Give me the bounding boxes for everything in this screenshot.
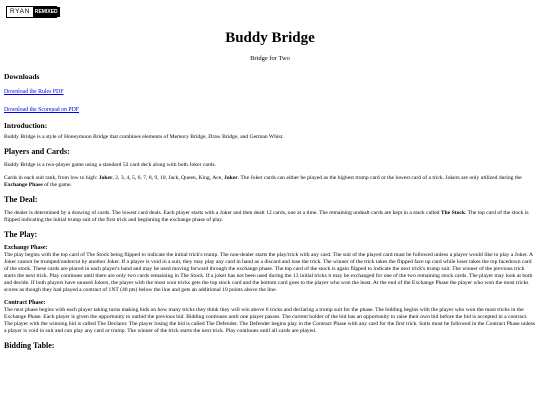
rules-pdf-link[interactable]: Download the Rules PDF [4, 89, 64, 95]
bidding-table-heading: Bidding Table: [4, 341, 55, 350]
exchange-phase-heading: Exchange Phase: [4, 245, 48, 251]
joker-term: Joker [98, 175, 113, 181]
players-text-1: Buddy Bridge is a two-player game using a standard 52 card deck along with both Joker cards. [4, 162, 217, 168]
joker-term: Joker [224, 175, 238, 181]
contract-phase-text: The next phase begins with each player taking turns making bids on how many tricks they think they will win above 6 tricks and declaring a trump suit for the phase. The bidding begins with the player who won the most tricks in the Exchange Phase. Each player is given the opportunity to outbid the previous bid. Bidding continues until one player passes. The current holder of the bid has an opportunity to raise their own bid before the bid is accepted in a contract. The player with the winning bid is called The Declarer. The player losing the bid is called The Defender. The Defender begins play in the Contract Phase with any card for the first trick. Suits must be followed in the Contract Phase unless a player is void in suit and can play any card or trump. The winner of the trick starts the next trick. Play continues until all cards are played. [4, 307, 536, 334]
scorepad-pdf-link[interactable]: Download the Scorepad on PDF [4, 107, 80, 113]
exchange-phase-text: The play begins with the top card of The Stock being flipped to indicate the initial trick's trump. The non-dealer starts the play/trick with any card. The suit of the played card must be followed unless a player would like to play a Joker. A Joker cannot be trumped/undercut by another Joker. If a player is void in a suit, they may play any card in hand as a discard and lose the trick. The winner of the trick takes the flipped face up card while loser takes the top facedown card of the stock. These cards are placed in each player's hand and may be used moving forward through the exchange phase. The top card of the stock is again flipped to indicate the next trick's trump suit. The winner of the previous trick starts the next trick. Play continues until there are only two cards remaining in The Stock. If a joker has not been used during the 13 initial tricks it may be exchanged for one of the two remaining stock cards. The player may look at both and decide. If both players have unused Jokers, the player with the most won tricks gets the top stock card and the bottom card goes to the player who won the least. At the end of the Exchange Phase the player who won the most tricks scores as though they had played a contract of 1NT (40 pts) below the line and gets an additional 10 points above the line. [4, 252, 533, 293]
players-heading: Players and Cards: [4, 147, 70, 156]
main-content [4, 30, 536, 356]
page-subtitle: Bridge for Two [250, 55, 290, 62]
play-heading: The Play: [4, 230, 38, 239]
downloads-heading: Downloads [4, 72, 40, 81]
contract-phase-heading: Contract Phase: [4, 300, 46, 306]
exchange-phase-term: Exchange Phase [4, 182, 43, 188]
intro-heading: Introduction: [4, 121, 48, 130]
intro-text: Buddy Bridge is a style of Honeymoon Bridge that combines elements of Memory Bridge, Draw Bridge, and German Whist. [4, 134, 284, 140]
page-title: Buddy Bridge [225, 30, 315, 46]
logo-left-text: RYAN [7, 7, 33, 17]
deal-text: The dealer is determined by a drawing of cards. The lowest card deals. Each player starts with a Joker and then dealt 12 cards, one at a time. The remaining undealt cards are kept in a stack called The Stock. The top card of the stock is flipped indicating the initial trump suit of the first trick and beginning the exchange phase of play. [4, 210, 529, 223]
deal-heading: The Deal: [4, 195, 38, 204]
logo-right-text: REMIXED [34, 9, 58, 15]
stock-term: The Stock [440, 210, 465, 216]
players-text-2: Cards in each suit rank, from low to high: Joker, 2, 3, 4, 5, 6, 7, 8, 9, 10, Jack, Queen, King, Ace, Joker. The Joker cards can either be played as the highest trump card or the lowest card of a trick. Jokers are only utilized during the Exchange Phase of the game. [4, 175, 522, 188]
site-logo[interactable] [6, 6, 57, 18]
